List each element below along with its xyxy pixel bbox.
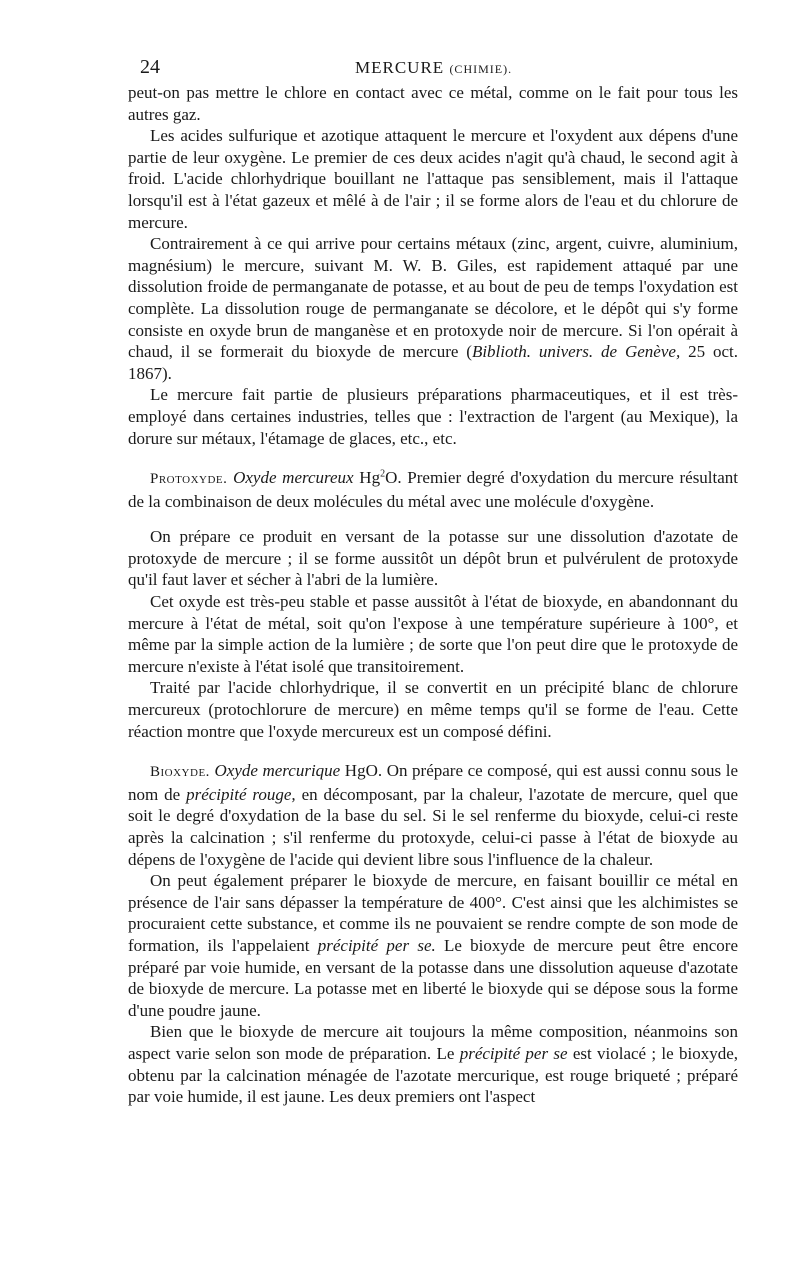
paragraph: Cet oxyde est très-peu stable et passe aussitôt à l'état de bioxyde, en abandonnant du mercure à l'état de métal, soit qu'on l'expose à une température supérieure à 100°, et même par la simple action de la lumière ; de sorte que l'on peut dire que le protoxyde de mercure n'existe à l'état isolé que transitoirement. — [128, 592, 738, 676]
chemical-formula: Hg$^2$O. — [353, 468, 402, 488]
paragraph: On peut également préparer le bioxyde de mercure, en faisant bouillir ce métal en présence de l'air sans dépasser la température de 400°. C'est ainsi que les alchimistes se procuraient cette substance, et comme ils ne pouvaient se rendre compte de son mode de formation, ils l'appelaient précipité per se. Le bioxyde de mercure peut être encore préparé par voie humide, en versant de la potasse dans une dissolution aqueuse d'azotate de bioxyde de mercure. La potasse met en liberté le bioxyde qui se dépose sous la forme d'une poudre jaune. — [128, 871, 738, 1020]
paragraph: Le mercure fait partie de plusieurs préparations pharmaceutiques, et il est très-employé dans certaines industries, telles que : l'extraction de l'argent (au Mexique), la dorure sur métaux, l'étamage de glaces, etc., etc. — [128, 385, 738, 448]
section-label: Bioxyde. — [150, 764, 210, 781]
paragraph: Bien que le bioxyde de mercure ait toujours la même composition, néanmoins son aspect varie selon son mode de préparation. Le précipité per se est violacé ; le bioxyde, obtenu par la calcination ménagée de l'azotate mercurique, est rouge briqueté ; préparé par voie humide, il est jaune. Les deux premiers ont l'aspect — [128, 1022, 738, 1107]
paragraph: On prépare ce produit en versant de la potasse sur une dissolution d'azotate de protoxyde de mercure ; il se forme aussitôt un dépôt brun et pulvérulent de protoxyde qu'il faut laver et sécher à l'abri de la lumière. — [128, 527, 738, 590]
section-term: Oxyde mercureux — [233, 468, 354, 488]
section-protoxyde: Protoxyde. Oxyde mercureux Hg$^2$O. Premier degré d'oxydation du mercure résultant de la combinaison de deux molécules du métal avec une molécule d'oxygène. — [128, 468, 739, 511]
running-head-title: MERCURE — [355, 58, 445, 77]
paragraph: Contrairement à ce qui arrive pour certains métaux (zinc, argent, cuivre, aluminium, magnésium) le mercure, suivant M. W. B. Giles, est rapidement attaqué par une dissolution froide de permanganate de potasse, et au bout de peu de temps l'oxydation est complète. La dissolution rouge de permanganate se décolore, et le dépôt qui s'y forme consiste en oxyde brun de manganèse et en protoxyde noir de mercure. Si l'on opérait à chaud, il se formerait du bioxyde de mercure (Biblioth. univers. de Genève, 25 oct. 1867). — [128, 234, 738, 383]
running-head-subtitle: (CHIMIE). — [449, 62, 513, 76]
section-label: Protoxyde. — [150, 471, 228, 488]
page-number: 24 — [140, 56, 160, 78]
section-term: Oxyde mercurique — [214, 761, 341, 781]
chemical-formula: HgO. — [340, 761, 383, 781]
paragraph: Les acides sulfurique et azotique attaquent le mercure et l'oxydent aux dépens d'une partie de leur oxygène. Le premier de ces deux acides n'agit qu'à chaud, le second agit à froid. L'acide chlorhydrique bouillant ne l'attaque pas sensiblement, mais il l'attaque lorsqu'il est à l'état gazeux et mêlé à de l'air ; il se forme alors de l'eau et du chlorure de mercure. — [128, 126, 738, 232]
running-head — [355, 58, 512, 78]
paragraph: Traité par l'acide chlorhydrique, il se convertit en un précipité blanc de chlorure mercureux (protochlorure de mercure) en même temps qu'il se forme de l'eau. Cette réaction montre que l'oxyde mercureux est un composé défini. — [128, 678, 738, 741]
body-text — [128, 82, 738, 1108]
section-bioxyde: Bioxyde. Oxyde mercurique HgO. On prépare ce composé, qui est aussi connu sous le nom de précipité rouge, en décomposant, par la chaleur, l'azotate de mercure, quel que soit le degré d'oxydation de la base du sel. Si le sel renferme du bioxyde, celui-ci reste après la calcination ; s'il renferme du protoxyde, celui-ci passe à l'état de bioxyde au dépens de l'oxygène de l'acide qui devient libre sous l'influence de la chaleur. — [128, 761, 739, 869]
citation: Biblioth. univers. de Genève, — [471, 342, 681, 362]
paragraph: peut-on pas mettre le chlore en contact avec ce métal, comme on le fait pour tous les autres gaz. — [128, 83, 738, 124]
